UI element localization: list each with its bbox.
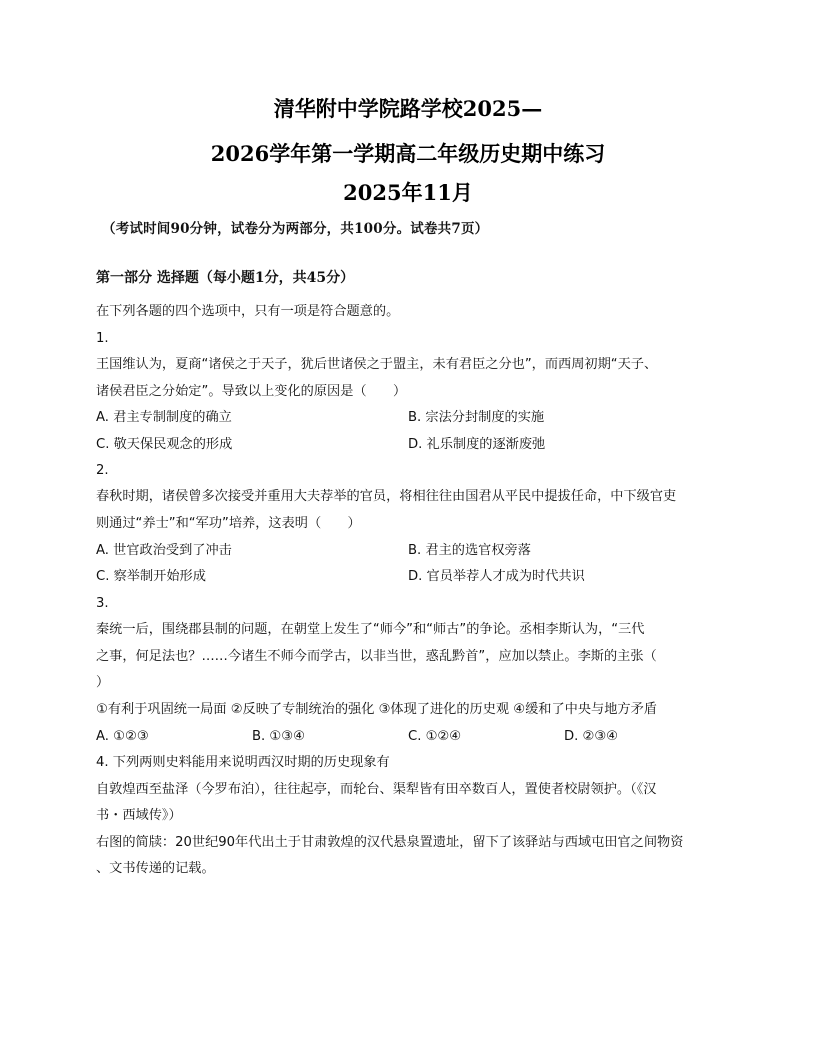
section-instruction: 在下列各题的四个选项中，只有一项是符合题意的。 [96, 304, 400, 319]
question-1-option-d: D. 礼乐制度的逐渐废弛 [408, 437, 546, 452]
question-2-option-b: B. 君主的选官权旁落 [408, 543, 531, 558]
question-1-option-b: B. 宗法分封制度的实施 [408, 410, 545, 425]
section-heading: 第一部分 选择题（每小题1分，共45分） [96, 270, 355, 286]
question-2-stem-line2: 则通过“养士”和“军功”培养，这表明（ ） [96, 516, 361, 531]
exam-note: （考试时间90分钟，试卷分为两部分，共100分。试卷共7页） [102, 221, 489, 237]
question-2-option-a: A. 世官政治受到了冲击 [96, 543, 232, 558]
question-3-option-c: C. ①②④ [408, 729, 462, 744]
exam-title-school: 清华附中学院路学校2025— [273, 96, 543, 121]
question-3-stem-line3: ） [96, 675, 110, 690]
question-3-stem-line2: 之事，何足法也？……今诸生不师今而学古，以非当世，惑乱黔首”，应加以禁止。李斯的主张（ [96, 649, 657, 664]
question-2-number: 2. [96, 463, 109, 478]
question-4-source1-line2: 书・西域传》） [96, 808, 182, 823]
question-4-source2-line1: 右图的简牍：20世纪90年代出土于甘肃敦煌的汉代悬泉置遗址，留下了该驿站与西域屯田官之间物资 [96, 835, 684, 850]
exam-title-date: 2025年11月 [343, 180, 473, 205]
question-3-option-a: A. ①②③ [96, 729, 149, 744]
question-4-stem: 4. 下列两则史料能用来说明西汉时期的历史现象有 [96, 755, 390, 770]
question-3-number: 3. [96, 596, 109, 611]
question-1-option-c: C. 敬天保民观念的形成 [96, 437, 233, 452]
question-4-source2-line2: 、文书传递的记载。 [96, 861, 215, 876]
exam-title-term: 2026学年第一学期高二年级历史期中练习 [210, 141, 606, 166]
question-3-stem-line1: 秦统一后，围绕郡县制的问题，在朝堂上发生了“师今”和“师古”的争论。丞相李斯认为，“三代 [96, 622, 645, 637]
question-2-option-d: D. 官员举荐人才成为时代共识 [408, 569, 585, 584]
question-1-stem-line1: 王国维认为，夏商“诸侯之于天子，犹后世诸侯之于盟主，未有君臣之分也”，而西周初期“天子、 [96, 357, 658, 372]
question-2-option-c: C. 察举制开始形成 [96, 569, 206, 584]
question-3-option-d: D. ②③④ [564, 729, 619, 744]
question-1-stem-line2: 诸侯君臣之分始定”。导致以上变化的原因是（ ） [96, 384, 407, 399]
question-3-option-b: B. ①③④ [252, 729, 305, 744]
question-2-stem-line1: 春秋时期，诸侯曾多次接受并重用大夫荐举的官员，将相往往由国君从平民中提拔任命，中下级官吏 [96, 489, 677, 504]
question-3-statements: ①有利于巩固统一局面 ②反映了专制统治的强化 ③体现了进化的历史观 ④缓和了中央与地方矛盾 [96, 702, 657, 717]
question-1-number: 1. [96, 331, 109, 346]
question-1-option-a: A. 君主专制制度的确立 [96, 410, 232, 425]
question-4-source1-line1: 自敦煌西至盐泽（今罗布泊），往往起亭，而轮台、渠犁皆有田卒数百人，置使者校尉领护。（《汉 [96, 782, 657, 797]
